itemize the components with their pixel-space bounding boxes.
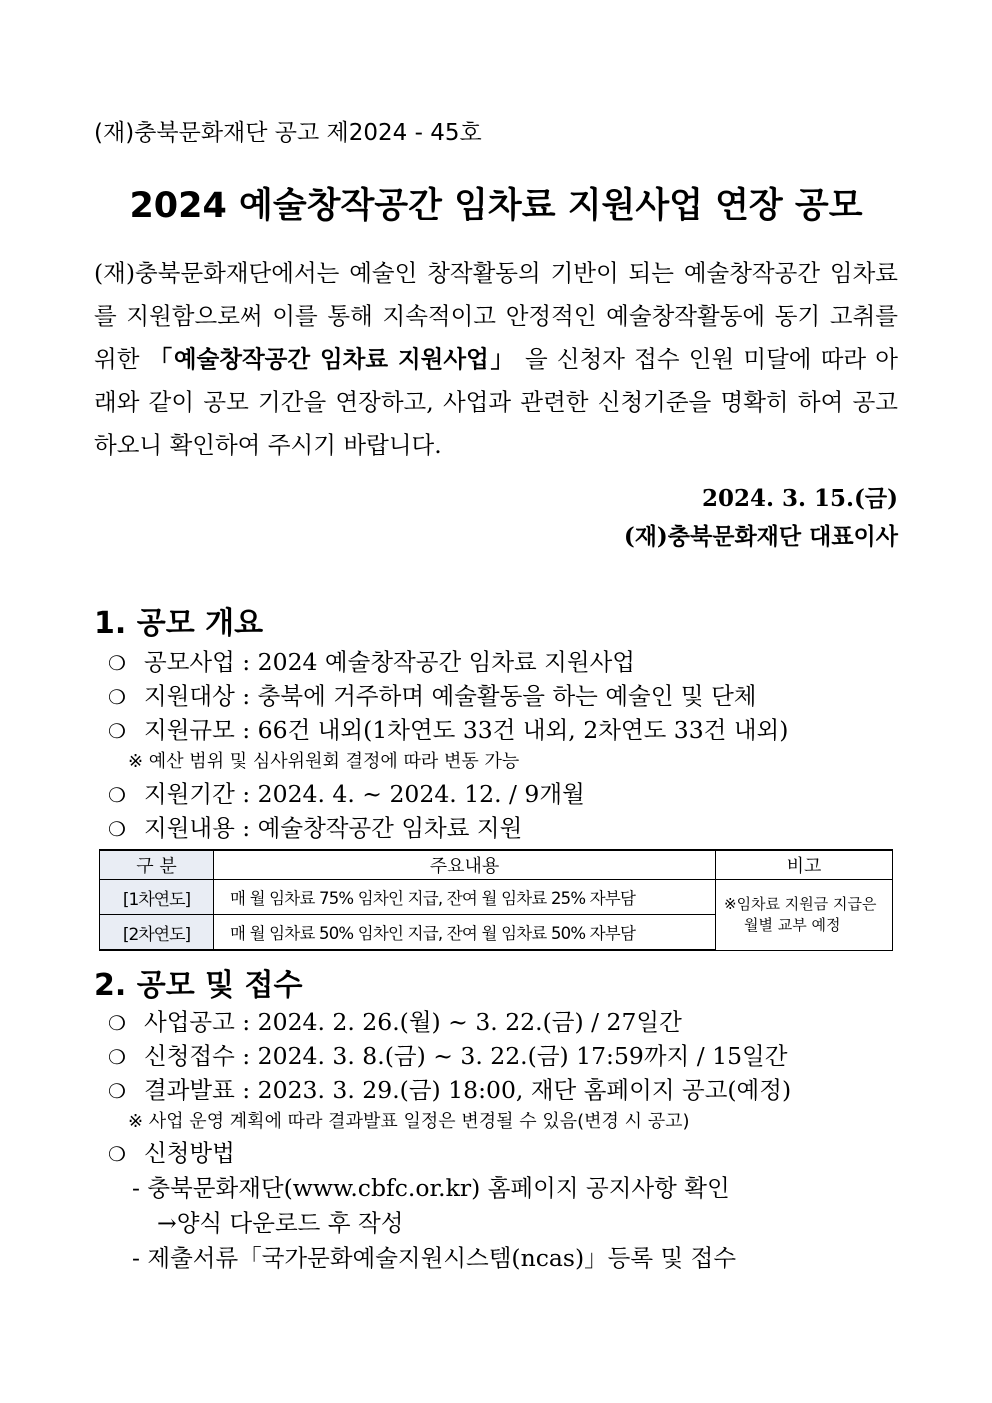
section1-heading: 1. 공모 개요 xyxy=(94,606,264,641)
table-row-content: 매 월 임차료 75% 임차인 지급, 잔여 월 임차료 25% 자부담 xyxy=(214,880,716,915)
table-remark xyxy=(716,880,893,951)
section1-item: ❍ 지원대상 : 충북에 거주하며 예술활동을 하는 예술인 및 단체 xyxy=(108,682,757,710)
notice-number: (재)충북문화재단 공고 제2024 - 45호 xyxy=(94,120,482,146)
method-line: →양식 다운로드 후 작성 xyxy=(157,1209,404,1237)
section1-note: ※ 예산 범위 및 심사위원회 결정에 따라 변동 가능 xyxy=(128,751,520,772)
bullet-icon: ❍ xyxy=(108,719,126,743)
bullet-icon: ❍ xyxy=(108,651,126,675)
remark-line: 월별 교부 예정 xyxy=(744,915,841,934)
table-header-cell: 비고 xyxy=(716,850,893,880)
method-line: - 제출서류「국가문화예술지원시스템(ncas)」등록 및 접수 xyxy=(132,1244,737,1272)
remark-line: ※임차료 지원금 지급은 xyxy=(724,894,877,913)
bullet-icon: ❍ xyxy=(108,685,126,709)
table-row-label: [2차연도] xyxy=(100,915,214,951)
table-header-row xyxy=(100,850,893,880)
support-table xyxy=(99,849,893,951)
section2-item: ❍ 신청방법 xyxy=(108,1139,235,1167)
table-header-cell: 구 분 xyxy=(100,850,214,880)
bullet-icon: ❍ xyxy=(108,1079,126,1103)
section1-item: ❍ 지원규모 : 66건 내외(1차연도 33건 내외, 2차연도 33건 내외) xyxy=(108,716,789,744)
issuer-name: (재)충북문화재단 대표이사 xyxy=(623,523,898,550)
table-header-cell: 주요내용 xyxy=(214,850,716,880)
document-title: 2024 예술창작공간 임차료 지원사업 연장 공모 xyxy=(129,186,863,226)
section2-item: ❍ 신청접수 : 2024. 3. 8.(금) ~ 3. 22.(금) 17:59까지 / 15일간 xyxy=(108,1042,788,1070)
bullet-icon: ❍ xyxy=(108,783,126,807)
intro-text-2: 을 신청자 접수 인원 미달에 따라 아래와 같이 공모 기간을 연장하고, 사업과 관련한 신청기준을 명확히 하여 공고하오니 확인하여 주시기 바랍니다. xyxy=(94,345,899,459)
bullet-icon: ❍ xyxy=(108,817,126,841)
section1-item: ❍ 공모사업 : 2024 예술창작공간 임차료 지원사업 xyxy=(108,648,635,676)
intro-program-name: 「예술창작공간 임차료 지원사업」 xyxy=(148,345,516,373)
section2-item: ❍ 결과발표 : 2023. 3. 29.(금) 18:00, 재단 홈페이지 공고(예정) xyxy=(108,1076,792,1104)
section2-item: ❍ 사업공고 : 2024. 2. 26.(월) ~ 3. 22.(금) / 27일간 xyxy=(108,1008,682,1036)
bullet-icon: ❍ xyxy=(108,1142,126,1166)
bullet-icon: ❍ xyxy=(108,1045,126,1069)
section1-item: ❍ 지원기간 : 2024. 4. ~ 2024. 12. / 9개월 xyxy=(108,780,585,808)
method-line: - 충북문화재단(www.cbfc.or.kr) 홈페이지 공지사항 확인 xyxy=(132,1174,730,1202)
section2-note: ※ 사업 운영 계획에 따라 결과발표 일정은 변경될 수 있음(변경 시 공고) xyxy=(128,1111,690,1132)
notice-date: 2024. 3. 15.(금) xyxy=(701,485,898,512)
intro-paragraph xyxy=(94,252,898,467)
section2-heading: 2. 공모 및 접수 xyxy=(94,968,303,1003)
table-row-content: 매 월 임차료 50% 임차인 지급, 잔여 월 임차료 50% 자부담 xyxy=(214,915,716,951)
section1-item: ❍ 지원내용 : 예술창작공간 임차료 지원 xyxy=(108,814,523,842)
intro-text-1: (재)충북문화재단에서는 예술인 창작활동의 기반이 되는 예술창작공간 임차료를 지원함으로써 이를 통해 지속적이고 안정적인 예술창작활동에 동기 고취를 위한 xyxy=(94,259,898,373)
bullet-icon: ❍ xyxy=(108,1011,126,1035)
table-row-label: [1차연도] xyxy=(100,880,214,915)
table-row xyxy=(100,880,893,915)
